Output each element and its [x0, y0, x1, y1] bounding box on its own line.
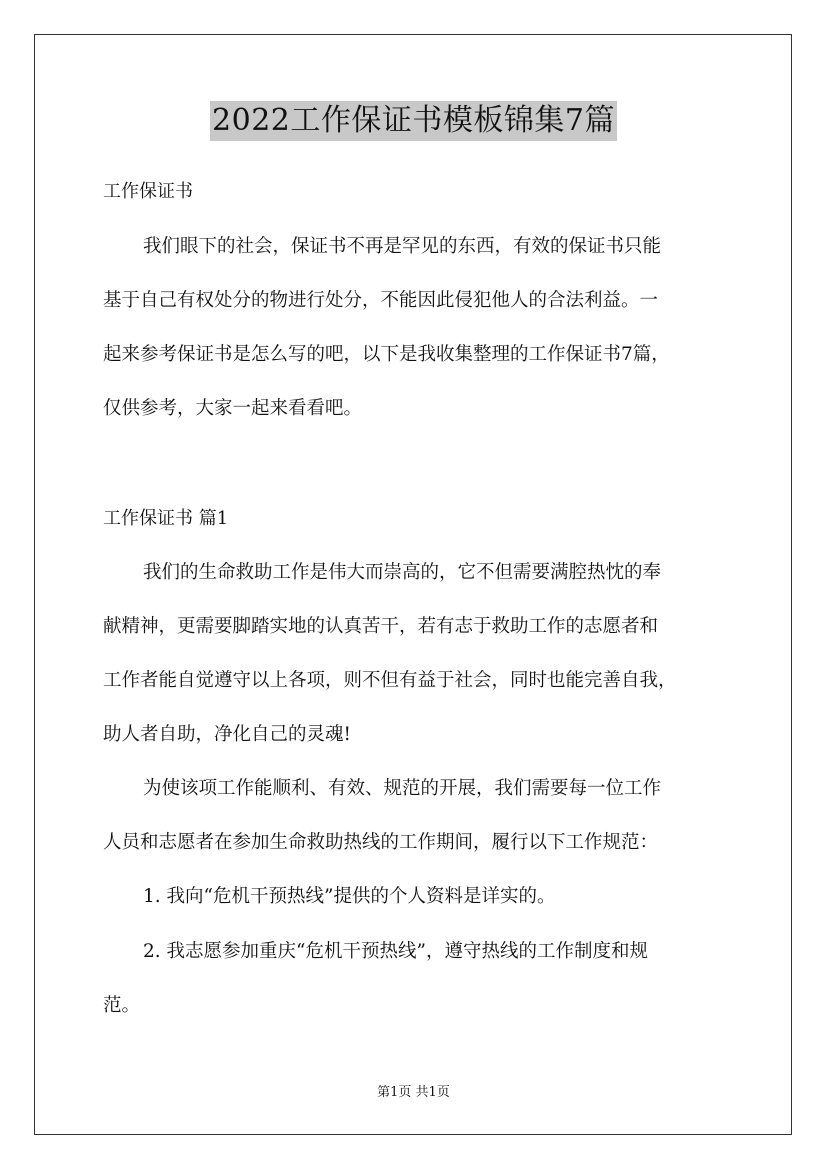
paragraph-line: 为使该项工作能顺利、有效、规范的开展，我们需要每一位工作	[143, 778, 662, 799]
intro-line: 我们眼下的社会，保证书不再是罕见的东西，有效的保证书只能	[143, 236, 662, 257]
paragraph-line: 人员和志愿者在参加生命救助热线的工作期间，履行以下工作规范：	[103, 832, 659, 853]
page-footer: 第1页 共1页	[377, 1085, 450, 1100]
intro-line: 起来参考保证书是怎么写的吧，以下是我收集整理的工作保证书7篇，	[103, 344, 670, 365]
intro-heading: 工作保证书	[103, 181, 193, 202]
list-item: 2. 我志愿参加重庆“危机干预热线”，遵守热线的工作制度和规	[143, 941, 648, 962]
section-heading: 工作保证书 篇1	[103, 508, 229, 529]
intro-line: 基于自己有权处分的物进行处分，不能因此侵犯他人的合法利益。一	[103, 290, 659, 311]
title-container	[0, 101, 827, 141]
paragraph-line: 我们的生命救助工作是伟大而崇高的，它不但需要满腔热忱的奉	[143, 562, 662, 583]
list-item: 1. 我向“危机干预热线”提供的个人资料是详实的。	[143, 886, 556, 907]
document-title: 2022工作保证书模板锦集7篇	[210, 101, 617, 141]
list-item-continuation: 范。	[103, 995, 141, 1016]
intro-line: 仅供参考，大家一起来看看吧。	[103, 398, 363, 419]
paragraph-line: 助人者自助，净化自己的灵魂!	[103, 724, 351, 745]
paragraph-line: 献精神，更需要脚踏实地的认真苦干，若有志于救助工作的志愿者和	[103, 616, 659, 637]
paragraph-line: 工作者能自觉遵守以上各项，则不但有益于社会，同时也能完善自我，	[103, 670, 677, 691]
